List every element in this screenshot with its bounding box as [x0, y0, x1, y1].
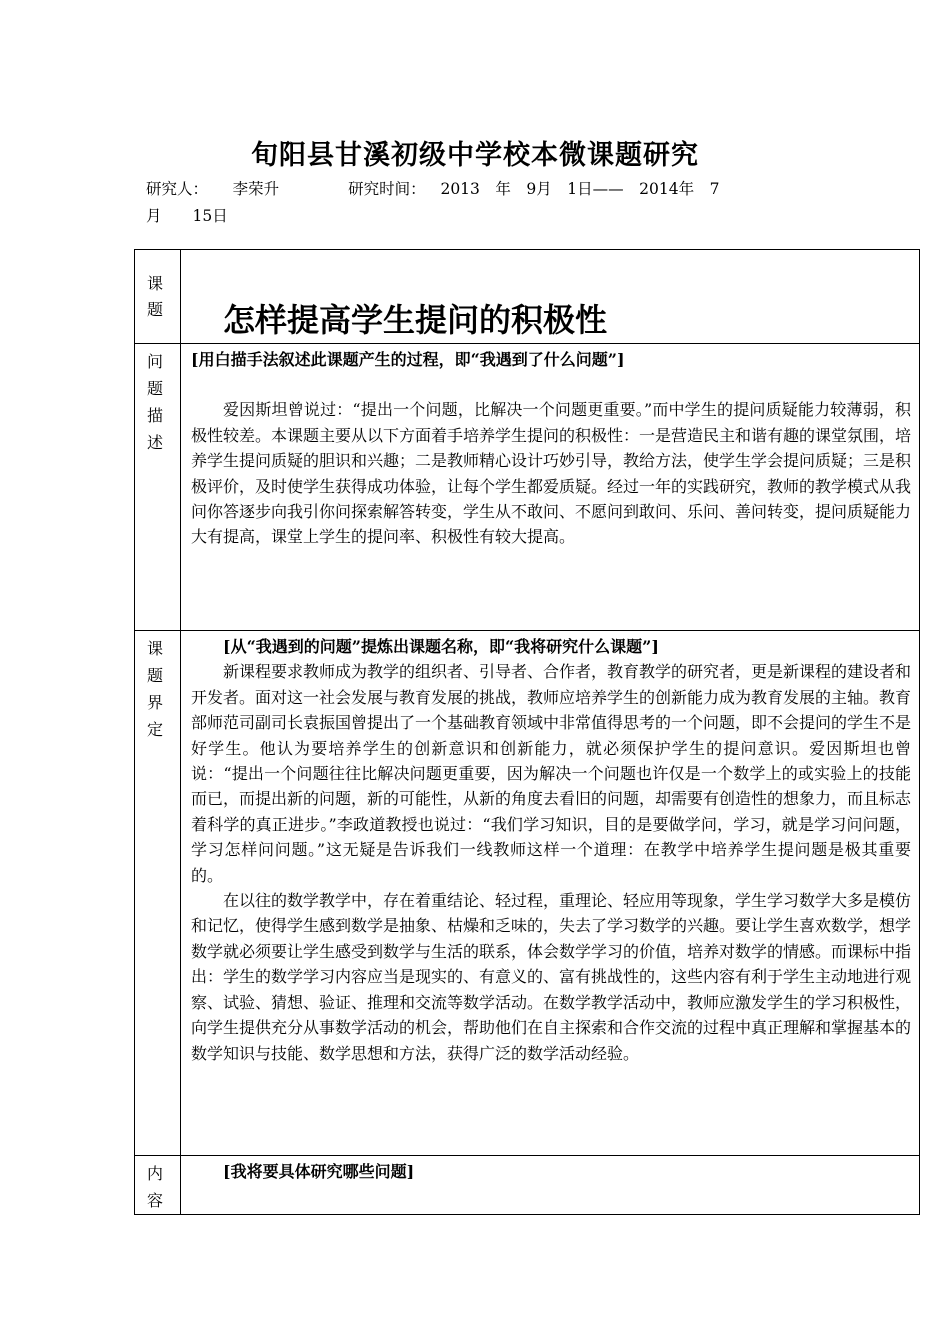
label-topic-text: 课题 — [147, 273, 164, 319]
row-problem — [135, 344, 920, 631]
document-title: 旬阳县甘溪初级中学校本微课题研究 — [251, 140, 699, 171]
researcher-label: 研究人： — [146, 180, 209, 198]
label-content — [135, 1156, 181, 1215]
research-time-line1: 2013 年 9月 1日—— 2014年 7 — [440, 180, 720, 198]
research-table — [134, 249, 920, 1215]
row-topic — [135, 250, 920, 344]
definition-prompt: [从“我遇到的问题”提炼出课题名称，即“我将研究什么课题”] — [223, 637, 659, 656]
label-definition — [135, 631, 181, 1156]
topic-title: 怎样提高学生提问的积极性 — [223, 301, 608, 339]
research-time-line2: 月 15日 — [146, 207, 228, 225]
cell-definition — [181, 631, 920, 1156]
cell-problem — [181, 344, 920, 631]
row-content — [135, 1156, 920, 1215]
label-content-text: 内容 — [147, 1164, 164, 1210]
label-problem-text: 问题描述 — [147, 352, 164, 452]
cell-topic — [181, 250, 920, 344]
row-definition — [135, 631, 920, 1156]
research-meta — [146, 176, 826, 230]
label-topic — [135, 250, 181, 344]
definition-paragraph-2: 在以往的数学教学中，存在着重结论、轻过程，重理论、轻应用等现象，学生学习数学大多是模仿和记忆，使得学生感到数学是抽象、枯燥和乏味的，失去了学习数学的兴趣。要让学生喜欢数学，想学数学就必须要让学生感受到数学与生活的联系，体会数学学习的价值，培养对数学的情感。而课标中指出：学生的数学学习内容应当是现实的、有意义的、富有挑战性的，这些内容有利于学生主动地进行观察、试验、猜想、验证、推理和交流等数学活动。在数学教学活动中，教师应激发学生的学习积极性，向学生提供充分从事数学活动的机会，帮助他们在自主探索和合作交流的过程中真正理解和掌握基本的数学知识与技能、数学思想和方法，获得广泛的数学活动经验。 — [191, 891, 912, 1063]
definition-paragraph-1: 新课程要求教师成为教学的组织者、引导者、合作者，教育教学的研究者，更是新课程的建设者和开发者。面对这一社会发展与教育发展的挑战，教师应培养学生的创新能力成为教育发展的主轴。教育部师范司副司长袁振国曾提出了一个基础教育领域中非常值得思考的一个问题，即不会提问的学生不是好学生。他认为要培养学生的创新意识和创新能力，就必须保护学生的提问意识。爱因斯坦也曾说：“提出一个问题往往比解决问题更重要，因为解决一个问题也许仅是一个数学上的或实验上的技能而已，而提出新的问题，新的可能性，从新的角度去看旧的问题，却需要有创造性的想象力，而且标志着科学的真正进步。”李政道教授也说过：“我们学习知识，目的是要做学问，学习，就是学习问问题，学习怎样问问题。”这无疑是告诉我们一线教师这样一个道理：在教学中培养学生提问题是极其重要的。 — [191, 662, 912, 885]
label-problem — [135, 344, 181, 631]
research-time-label: 研究时间： — [348, 180, 426, 198]
problem-prompt: [用白描手法叙述此课题产生的过程，即“我遇到了什么问题”] — [191, 350, 625, 369]
label-definition-text: 课题界定 — [147, 639, 164, 739]
content-prompt: [我将要具体研究哪些问题] — [223, 1162, 415, 1181]
cell-content — [181, 1156, 920, 1215]
researcher-name: 李荣升 — [232, 180, 280, 198]
problem-paragraph: 爱因斯坦曾说过：“提出一个问题，比解决一个问题更重要。”而中学生的提问质疑能力较薄弱，积极性较差。本课题主要从以下方面着手培养学生提问的积极性：一是营造民主和谐有趣的课堂氛围，培养学生提问质疑的胆识和兴趣；二是教师精心设计巧妙引导，教给方法，使学生学会提问质疑；三是积极评价，及时使学生获得成功体验，让每个学生都爱质疑。经过一年的实践研究，教师的教学模式从我问你答逐步向我引你问探索解答转变，学生从不敢问、不愿问到敢问、乐问、善问转变，提问质疑能力大有提高，课堂上学生的提问率、积极性有较大提高。 — [191, 400, 912, 547]
